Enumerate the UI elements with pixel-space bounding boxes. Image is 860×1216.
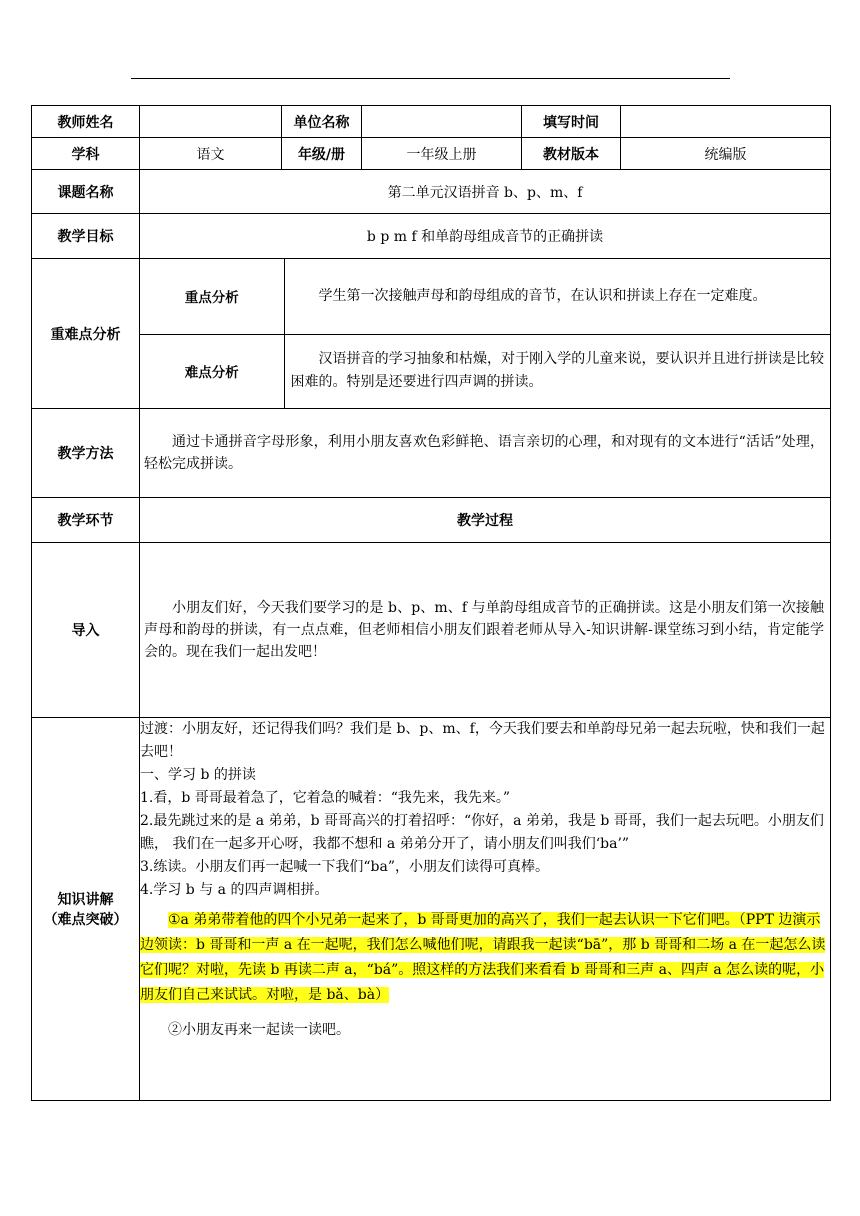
difficulty-inner-table	[140, 259, 830, 408]
goal-value: b p m f 和单韵母组成音节的正确拼读	[140, 214, 831, 259]
topic-label: 课题名称	[32, 170, 140, 214]
knowledge-transition: 过渡：小朋友好，还记得我们吗？我们是 b、p、m、f，今天我们要去和单韵母兄弟一起去玩啦，快和我们一起去吧！	[140, 721, 825, 760]
knowledge-label	[32, 718, 140, 1101]
difficulty-row	[32, 259, 831, 409]
difficulty-cell	[140, 259, 831, 409]
date-label: 填写时间	[522, 106, 621, 138]
edition-label: 教材版本	[522, 138, 621, 170]
intro-label: 导入	[32, 543, 140, 718]
knowledge-step-4: 4.学习 b 与 a 的四声调相拼。	[140, 882, 329, 898]
knowledge-step-3: 3.练读。小朋友们再一起喊一下我们“ba”，小朋友们读得可真棒。	[140, 859, 549, 875]
goal-row	[32, 214, 831, 259]
teacher-value	[140, 106, 282, 138]
knowledge-label-line2: （难点突破）	[43, 912, 128, 928]
topic-value: 第二单元汉语拼音 b、p、m、f	[140, 170, 831, 214]
knowledge-step-1: 1.看，b 哥哥最着急了，它着急的喊着：“我先来，我先来。”	[140, 790, 511, 806]
subject-label: 学科	[32, 138, 140, 170]
difficulty-label: 重难点分析	[32, 259, 140, 409]
grade-value: 一年级上册	[362, 138, 522, 170]
process-label: 教学过程	[140, 498, 831, 543]
highlighted-text: ①a 弟弟带着他的四个小兄弟一起来了，b 哥哥更加的高兴了，我们一起去认识一下它们吧。（PPT 边演示边领读：b 哥哥和一声 a 在一起呢，我们怎么喊他们呢，请跟我一起读“bā”，那 b 哥哥和二场 a 在一起怎么读它们呢？对啦，先读 b 再读二声 a，“bá”。照这样的方法我们来看看 b 哥哥和三声 a、四声 a 怎么读的呢，小朋友们自己来试试。对啦，是 bǎ、bà）	[140, 912, 826, 1003]
hard-point-text: 汉语拼音的学习抽象和枯燥，对于刚入学的儿童来说，要认识并且进行拼读是比较困难的。特别是还要进行四声调的拼读。	[290, 351, 824, 391]
unit-label: 单位名称	[282, 106, 362, 138]
knowledge-section-heading: 一、学习 b 的拼读	[140, 767, 256, 783]
info-row-1	[32, 106, 831, 138]
intro-row	[32, 543, 831, 718]
hard-point-label: 难点分析	[140, 334, 284, 408]
key-point-label: 重点分析	[140, 259, 284, 334]
topic-row	[32, 170, 831, 214]
method-row	[32, 409, 831, 498]
intro-text: 小朋友们好，今天我们要学习的是 b、p、m、f 与单韵母组成音节的正确拼读。这是小朋友们第一次接触声母和韵母的拼读，有一点点难，但老师相信小朋友们跟着老师从导入-知识讲解-课堂练习到小结，肯定能学会的。现在我们一起出发吧！	[144, 600, 824, 660]
process-header-row	[32, 498, 831, 543]
knowledge-label-line1: 知识讲解	[57, 892, 114, 908]
knowledge-highlight-paragraph	[140, 908, 830, 1008]
process-step-label: 教学环节	[32, 498, 140, 543]
teacher-label: 教师姓名	[32, 106, 140, 138]
method-label: 教学方法	[32, 409, 140, 498]
key-point-text: 学生第一次接触声母和韵母组成的音节，在认识和拼读上存在一定难度。	[318, 287, 767, 304]
knowledge-step-2: 2.最先跳过来的是 a 弟弟，b 哥哥高兴的打着招呼：“你好，a 弟弟，我是 b 哥哥，我们一起去玩吧。小朋友们瞧， 我们在一起多开心呀，我都不想和 a 弟弟分开了，请小朋友们叫我们‘ba’”	[140, 813, 824, 852]
subject-value: 语文	[140, 138, 282, 170]
knowledge-read-together: ②小朋友再来一起读一读吧。	[168, 1022, 350, 1038]
edition-value: 统编版	[621, 138, 831, 170]
info-row-2	[32, 138, 831, 170]
goal-label: 教学目标	[32, 214, 140, 259]
date-value	[621, 106, 831, 138]
knowledge-content	[140, 718, 831, 1101]
header-rule	[131, 78, 730, 79]
unit-value	[362, 106, 522, 138]
lesson-plan-table	[31, 105, 831, 1101]
grade-label: 年级/册	[282, 138, 362, 170]
knowledge-row	[32, 718, 831, 1101]
method-text: 通过卡通拼音字母形象，利用小朋友喜欢色彩鲜艳、语言亲切的心理，和对现有的文本进行“活话”处理，轻松完成拼读。	[144, 434, 824, 472]
